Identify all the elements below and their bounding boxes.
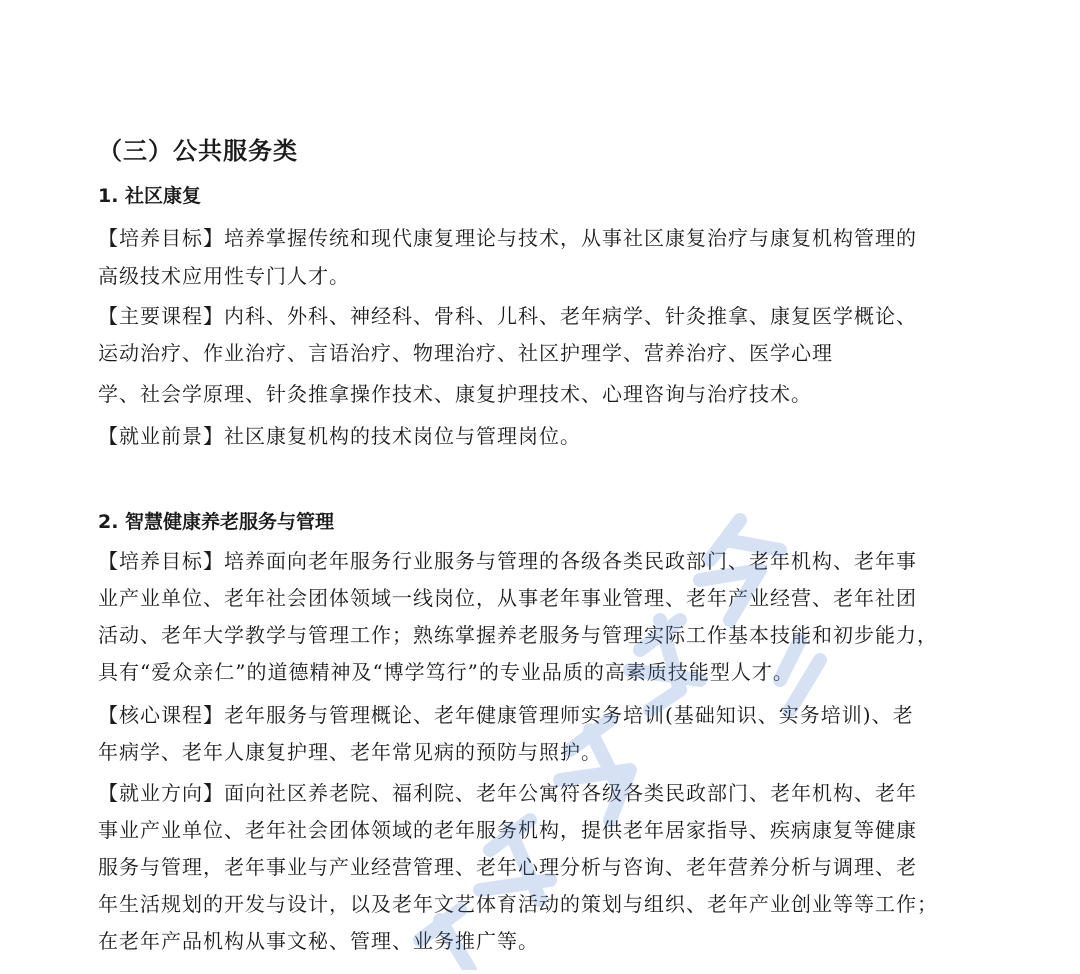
paragraph-line: 【就业前景】社区康复机构的技术岗位与管理岗位。 [98,424,581,448]
paragraph-line: 在老年产品机构从事文秘、管理、业务推广等。 [98,929,539,953]
paragraph-line: 事业产业单位、老年社会团体领域的老年服务机构，提供老年居家指导、疾病康复等健康 [98,818,917,842]
paragraph-line: 活动、老年大学教学与管理工作；熟练掌握养老服务与管理实际工作基本技能和初步能力， [98,623,938,647]
paragraph-line: 年生活规划的开发与设计，以及老年文艺体育活动的策划与组织、老年产业创业等等工作； [98,892,938,916]
paragraph-line: 【培养目标】培养面向老年服务行业服务与管理的各级各类民政部门、老年机构、老年事 [98,549,917,573]
paragraph-line: 【培养目标】培养掌握传统和现代康复理论与技术，从事社区康复治疗与康复机构管理的 [98,226,917,250]
paragraph-line: 【就业方向】面向社区养老院、福利院、老年公寓符各级各类民政部门、老年机构、老年 [98,781,917,805]
paragraph-line: 高级技术应用性专门人才。 [98,264,350,288]
paragraph-line: 【主要课程】内科、外科、神经科、骨科、儿科、老年病学、针灸推拿、康复医学概论、 [98,304,917,328]
paragraph-line: 具有“爱众亲仁”的道德精神及“博学笃行”的专业品质的高素质技能型人才。 [98,660,794,684]
paragraph-line: 学、社会学原理、针灸推拿操作技术、康复护理技术、心理咨询与治疗技术。 [98,382,812,406]
paragraph-line: 服务与管理，老年事业与产业经营管理、老年心理分析与咨询、老年营养分析与调理、老 [98,855,917,879]
section-2-title: 2. 智慧健康养老服务与管理 [98,511,335,533]
paragraph-line: 业产业单位、老年社会团体领域一线岗位，从事老年事业管理、老年产业经营、老年社团 [98,586,917,610]
section-heading: （三）公共服务类 [98,137,298,165]
paragraph-line: 运动治疗、作业治疗、言语治疗、物理治疗、社区护理学、营养治疗、医学心理 [98,341,833,365]
paragraph-line: 【核心课程】老年服务与管理概论、老年健康管理师实务培训(基础知识、实务培训)、老 [98,703,914,727]
paragraph-line: 年病学、老年人康复护理、老年常见病的预防与照护。 [98,740,602,764]
section-1-title: 1. 社区康复 [98,185,202,207]
